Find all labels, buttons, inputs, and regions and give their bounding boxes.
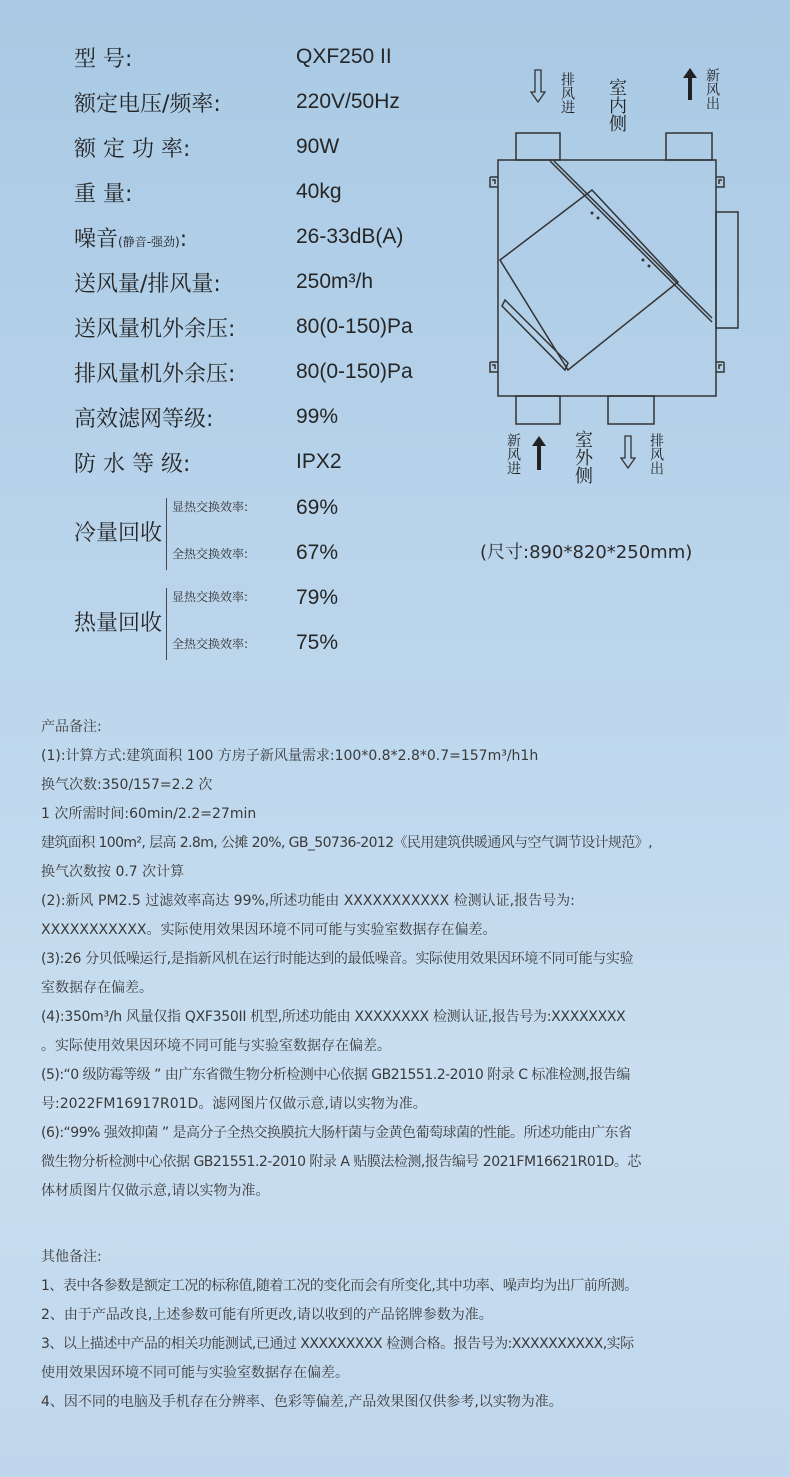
spec-value: 26-33dB(A) bbox=[296, 225, 404, 248]
spec-label-main: 噪音 bbox=[74, 226, 119, 252]
note-line: 换气次数按 0.7 次计算 bbox=[41, 864, 185, 880]
note-line: (6):“99% 强效抑菌 ” 是高分子全热交换膜抗大肠杆菌与金黄色葡萄球菌的性能。所述功能由广东省 bbox=[41, 1125, 632, 1141]
spec-label: 高效滤网等级: bbox=[74, 406, 214, 432]
bracket bbox=[490, 362, 498, 372]
spec-row-model bbox=[74, 40, 392, 74]
spec-label: 额定电压/频率: bbox=[74, 91, 221, 117]
note-line: 。实际使用效果因环境不同可能与实验室数据存在偏差。 bbox=[41, 1038, 391, 1054]
spec-label: 排风量机外余压: bbox=[74, 361, 236, 387]
side-box bbox=[716, 212, 738, 328]
note-line: 建筑面积 100m², 层高 2.8m, 公摊 20%, GB_50736-2012《民用建筑供暖通风与空气调节设计规范》, bbox=[41, 835, 652, 851]
recovery-title: 热量回收 bbox=[74, 611, 163, 636]
note-line: 使用效果因环境不同可能与实验室数据存在偏差。 bbox=[41, 1365, 349, 1381]
duct-fresh-out bbox=[666, 133, 712, 160]
spec-row-exhaust-pressure bbox=[74, 355, 413, 389]
label-fresh-in: 新风进 bbox=[505, 433, 521, 475]
note-line: 4、因不同的电脑及手机存在分辨率、色彩等偏差,产品效果图仅供参考,以实物为准。 bbox=[41, 1394, 563, 1410]
spec-label bbox=[74, 222, 296, 253]
spec-value: 80(0-150)Pa bbox=[296, 315, 413, 338]
note-line: (5):“0 级防霉等级 ” 由广东省微生物分析检测中心依据 GB21551.2-2010 附录 C 标准检测,报告编 bbox=[41, 1067, 630, 1083]
notes-title: 其他备注: bbox=[41, 1249, 102, 1265]
spec-value: 40kg bbox=[296, 180, 342, 203]
other-notes bbox=[41, 1243, 761, 1417]
partition-line bbox=[550, 161, 712, 322]
note-line: 室数据存在偏差。 bbox=[41, 980, 153, 996]
spec-row-supply-pressure bbox=[74, 310, 413, 344]
product-notes bbox=[41, 713, 761, 1206]
recovery-value: 67% bbox=[296, 541, 339, 564]
recovery-divider bbox=[166, 588, 167, 660]
spec-row-filter bbox=[74, 400, 338, 434]
core-edge bbox=[502, 300, 568, 370]
recovery-value: 79% bbox=[296, 586, 339, 609]
note-line: 微生物分析检测中心依据 GB21551.2-2010 附录 A 贴膜法检测,报告编号 2021FM16621R01D。芯 bbox=[41, 1154, 641, 1170]
spec-row-airflow bbox=[74, 265, 373, 299]
dimensions-label: (尺寸:890*820*250mm) bbox=[480, 542, 693, 563]
note-line: (1):计算方式:建筑面积 100 方房子新风量需求:100*0.8*2.8*0.7=157m³/h1h bbox=[41, 748, 539, 764]
arrow-up-icon bbox=[532, 436, 546, 470]
note-line: 号:2022FM16917R01D。滤网图片仅做示意,请以实物为准。 bbox=[41, 1096, 427, 1112]
spec-value: IPX2 bbox=[296, 450, 342, 473]
note-line: 3、以上描述中产品的相关功能测试,已通过 XXXXXXXXX 检测合格。报告号为:XXXXXXXXXX,实际 bbox=[41, 1336, 634, 1352]
spec-value: 220V/50Hz bbox=[296, 90, 400, 113]
duct-exhaust-in bbox=[516, 133, 560, 160]
cooling-recovery bbox=[74, 492, 374, 572]
spec-label: 防 水 等 级: bbox=[74, 451, 191, 477]
bracket bbox=[716, 177, 724, 187]
bracket bbox=[490, 177, 498, 187]
spec-label: 型 号: bbox=[74, 46, 133, 72]
spec-label: 送风量机外余压: bbox=[74, 316, 236, 342]
note-line: 换气次数:350/157=2.2 次 bbox=[41, 777, 213, 793]
recovery-value: 75% bbox=[296, 631, 339, 654]
label-exhaust-in: 排风进 bbox=[559, 72, 575, 114]
note-line: (2):新风 PM2.5 过滤效率高达 99%,所述功能由 XXXXXXXXXXX 检测认证,报告号为: bbox=[41, 893, 575, 909]
heating-recovery bbox=[74, 582, 374, 662]
spec-value: 80(0-150)Pa bbox=[296, 360, 413, 383]
spec-label: 送风量/排风量: bbox=[74, 271, 221, 297]
spec-row-noise bbox=[74, 220, 403, 254]
spec-row-power bbox=[74, 130, 339, 164]
arrow-up-icon bbox=[683, 68, 697, 100]
note-line: 1 次所需时间:60min/2.2=27min bbox=[41, 806, 257, 822]
arrow-down-icon bbox=[531, 70, 545, 102]
duct-exhaust-out bbox=[608, 396, 654, 424]
duct-fresh-in bbox=[516, 396, 560, 424]
unit-body bbox=[498, 160, 716, 396]
spec-row-waterproof bbox=[74, 445, 342, 479]
spec-value: 99% bbox=[296, 405, 339, 428]
arrow-down-icon bbox=[621, 436, 635, 468]
spec-value: 90W bbox=[296, 135, 340, 158]
recovery-label: 显热交换效率: bbox=[172, 500, 249, 514]
recovery-value: 69% bbox=[296, 496, 339, 519]
recovery-title: 冷量回收 bbox=[74, 521, 163, 546]
label-exhaust-out: 排风出 bbox=[648, 433, 664, 475]
spec-label: 额 定 功 率: bbox=[74, 136, 191, 162]
recovery-label: 全热交换效率: bbox=[172, 637, 249, 651]
label-fresh-out: 新风出 bbox=[704, 68, 720, 110]
recovery-label: 显热交换效率: bbox=[172, 590, 249, 604]
recovery-divider bbox=[166, 498, 167, 570]
spec-value: 250m³/h bbox=[296, 270, 374, 293]
partition-line bbox=[554, 161, 712, 318]
heat-exchanger-core bbox=[500, 190, 678, 370]
spec-label-note: (静音-强劲) bbox=[118, 234, 180, 249]
spec-label-colon: : bbox=[179, 226, 188, 252]
note-line: 1、表中各参数是额定工况的标称值,随着工况的变化而会有所变化,其中功率、噪声均为出厂前所测。 bbox=[41, 1278, 638, 1294]
note-line: (4):350m³/h 风量仅指 QXF350II 机型,所述功能由 XXXXXXXX 检测认证,报告号为:XXXXXXXX bbox=[41, 1009, 626, 1025]
notes-title: 产品备注: bbox=[41, 719, 102, 735]
recovery-label: 全热交换效率: bbox=[172, 547, 249, 561]
label-indoor-side: 室内侧 bbox=[606, 78, 627, 132]
note-line: 2、由于产品改良,上述参数可能有所更改,请以收到的产品铭牌参数为准。 bbox=[41, 1307, 493, 1323]
bracket bbox=[716, 362, 724, 372]
note-line: 体材质图片仅做示意,请以实物为准。 bbox=[41, 1183, 270, 1199]
spec-label: 重 量: bbox=[74, 181, 133, 207]
note-line: (3):26 分贝低噪运行,是指新风机在运行时能达到的最低噪音。实际使用效果因环境不同可能与实验 bbox=[41, 951, 634, 967]
spec-row-weight bbox=[74, 175, 342, 209]
label-outdoor-side: 室外侧 bbox=[572, 430, 593, 484]
note-line: XXXXXXXXXXX。实际使用效果因环境不同可能与实验室数据存在偏差。 bbox=[41, 922, 497, 938]
spec-value: QXF250 II bbox=[296, 45, 392, 68]
spec-row-voltage bbox=[74, 85, 400, 119]
